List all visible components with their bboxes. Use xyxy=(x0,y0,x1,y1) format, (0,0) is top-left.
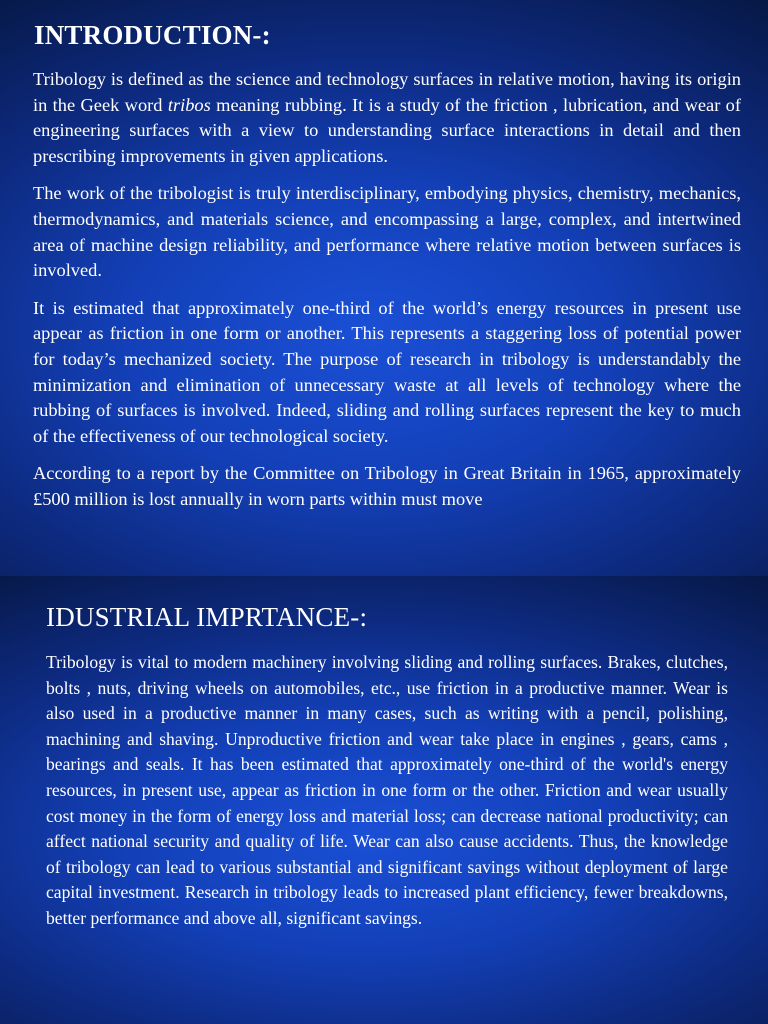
paragraph-text: meaning rubbing. It is a study of the friction , lubrication, and wear of engineering surfaces with a view to understanding surface interactions in detail and then prescribing improvements in given applications. xyxy=(33,94,742,166)
paragraph-energy: It is estimated that approximately one-third of the world’s energy resources in present use appear as friction in one form or another. This represents a staggering loss of potential power for today’s mechanized society. The purpose of research in tribology is understandably the minimization and elimination of unnecessary waste at all levels of technology where the rubbing of surfaces is involved. Indeed, sliding and rolling surfaces represent the key to much of the effectiveness of our technological society. xyxy=(33,297,741,446)
paragraph-definition xyxy=(33,67,741,169)
slide-body xyxy=(46,650,728,932)
slide-title: INTRODUCTION-: xyxy=(34,20,271,50)
paragraph-report: According to a report by the Committee on Tribology in Great Britain in 1965, approximately £500 million is lost annually in worn parts within must move xyxy=(33,463,741,509)
paragraph-text: Tribology is defined as the science and technology surfaces in relative motion, having its origin in the Geek word xyxy=(33,69,741,115)
slide-industrial-importance xyxy=(0,576,768,1024)
italic-term: tribos xyxy=(167,94,211,115)
slide-body xyxy=(33,67,741,525)
slide-title: IDUSTRIAL IMPRTANCE-: xyxy=(46,602,368,632)
paragraph-importance: Tribology is vital to modern machinery involving sliding and rolling surfaces. Brakes, clutches, bolts , nuts, driving wheels on automobiles, etc., use friction in a productive manner. Wear is also used in a productive manner in many cases, such as writing with a pencil, polishing, machining and shaving. Unproductive friction and wear take place in engines , gears, cams , bearings and seals. It has been estimated that approximately one-third of the world's energy resources, in present use, appear as friction in one form or the other. Friction and wear usually cost money in the form of energy loss and material loss; can decrease national productivity; can affect national security and quality of life. Wear can also cause accidents. Thus, the knowledge of tribology can lead to various substantial and significant savings without deployment of large capital investment. Research in tribology leads to increased plant efficiency, fewer breakdowns, better performance and above all, significant savings. xyxy=(46,652,728,928)
paragraph-tribologist: The work of the tribologist is truly interdisciplinary, embodying physics, chemistry, mechanics, thermodynamics, and materials science, and encompassing a large, complex, and intertwined area of machine design reliability, and performance where relative motion between surfaces is involved. xyxy=(33,183,741,281)
